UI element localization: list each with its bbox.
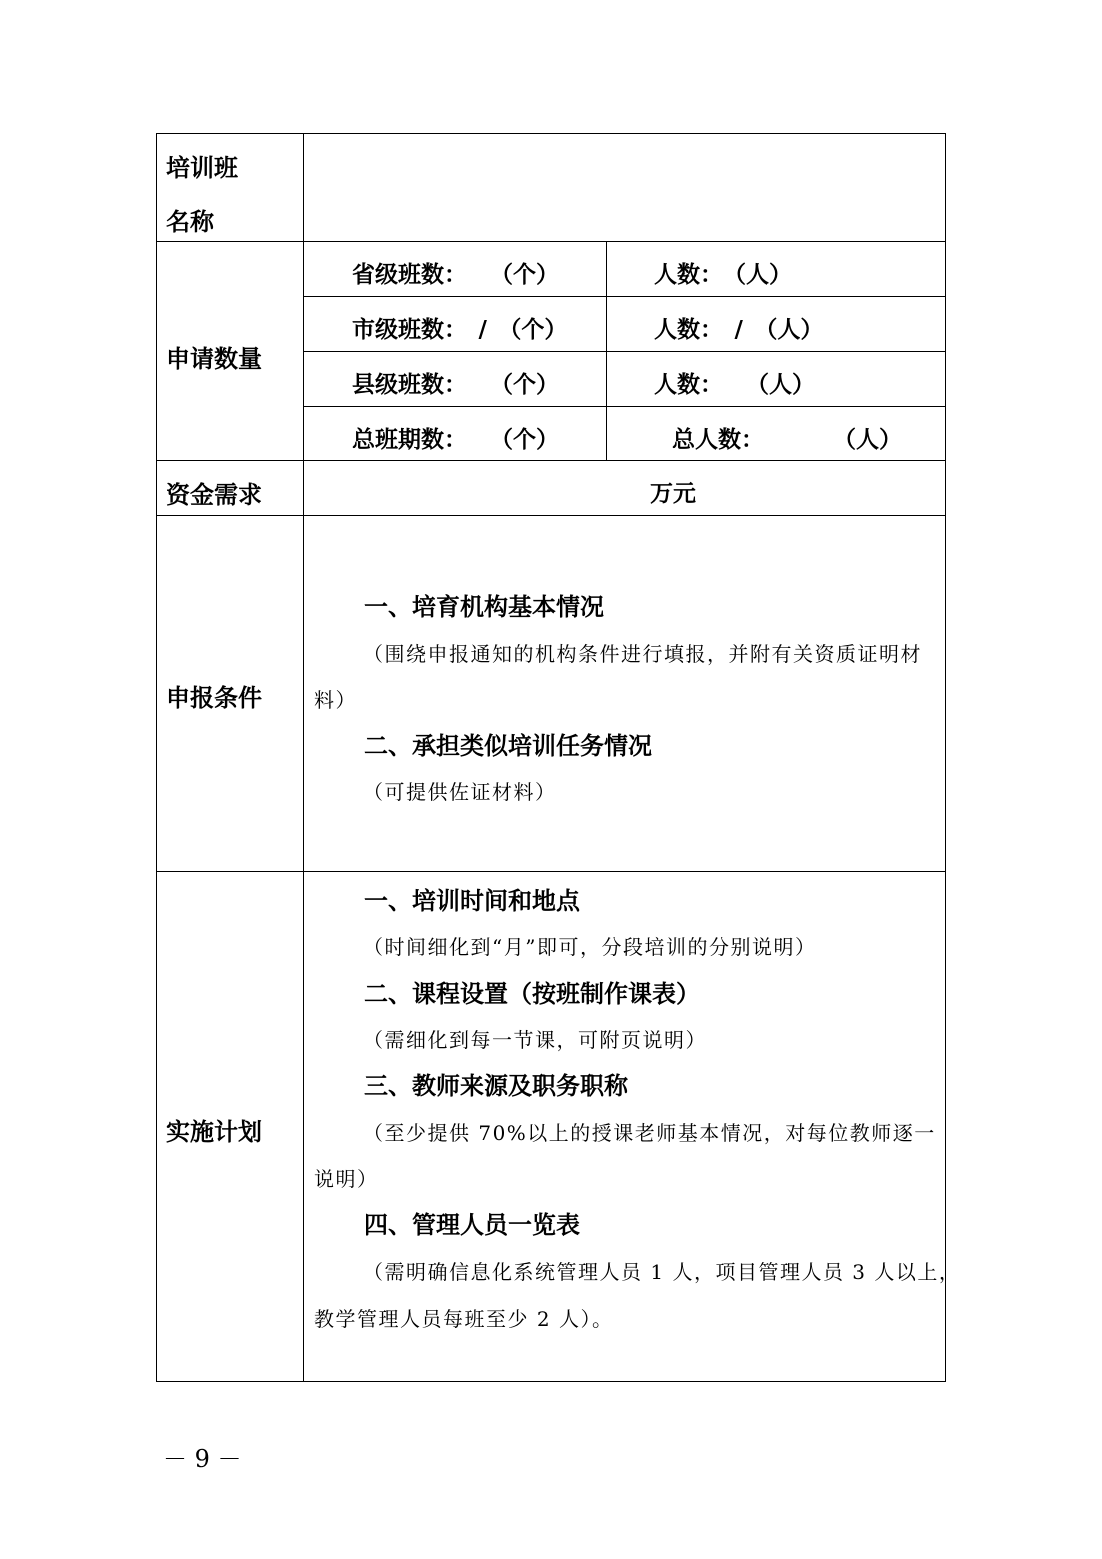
row-separator-name bbox=[156, 241, 946, 242]
table-border-right bbox=[945, 133, 946, 1382]
conditions-label: 申报条件 bbox=[166, 684, 262, 712]
plan-note-2: （需细化到每一节课，可附页说明） bbox=[363, 1028, 707, 1052]
plan-heading-4: 四、管理人员一览表 bbox=[364, 1211, 580, 1239]
class-name-value-cell[interactable] bbox=[304, 134, 945, 241]
application-form-table bbox=[156, 133, 961, 1382]
row-separator-quantity bbox=[156, 460, 946, 461]
funding-value-field[interactable]: 万元 bbox=[650, 481, 696, 507]
page-number: － 9 － bbox=[163, 1445, 242, 1473]
table-border-left bbox=[156, 133, 157, 1382]
quantity-subrow-line-2 bbox=[303, 351, 946, 352]
city-classes-field[interactable]: 市级班数： / （个） bbox=[352, 317, 568, 343]
quantity-subrow-line-3 bbox=[303, 406, 946, 407]
table-border-bottom bbox=[156, 1381, 946, 1382]
quantity-subrow-line-1 bbox=[303, 296, 946, 297]
funding-label: 资金需求 bbox=[166, 481, 262, 509]
plan-note-4-line1: （需明确信息化系统管理人员 1 人，项目管理人员 3 人以上， bbox=[363, 1260, 961, 1284]
label-column-divider bbox=[303, 133, 304, 1382]
class-name-label-line1: 培训班 bbox=[166, 154, 238, 182]
row-separator-funding bbox=[156, 515, 946, 516]
plan-note-3-line1: （至少提供 70%以上的授课老师基本情况，对每位教师逐一 bbox=[363, 1121, 936, 1145]
conditions-note-1-line2: 料） bbox=[314, 688, 357, 712]
conditions-note-1-line1: （围绕申报通知的机构条件进行填报，并附有关资质证明材 bbox=[363, 642, 922, 666]
plan-note-1: （时间细化到“月”即可，分段培训的分别说明） bbox=[363, 935, 817, 959]
plan-note-4-line2: 教学管理人员每班至少 2 人）。 bbox=[314, 1307, 614, 1331]
plan-heading-3: 三、教师来源及职务职称 bbox=[364, 1072, 628, 1100]
plan-heading-1: 一、培训时间和地点 bbox=[364, 887, 580, 915]
quantity-column-divider bbox=[606, 241, 607, 460]
total-people-field[interactable]: 总人数： （人） bbox=[672, 427, 902, 453]
row-separator-conditions bbox=[156, 871, 946, 872]
plan-heading-2: 二、课程设置（按班制作课表） bbox=[364, 980, 700, 1008]
province-people-field[interactable]: 人数： （人） bbox=[654, 262, 792, 288]
total-classes-field[interactable]: 总班期数： （个） bbox=[352, 427, 559, 453]
conditions-heading-1: 一、培育机构基本情况 bbox=[364, 593, 604, 621]
city-people-field[interactable]: 人数： / （人） bbox=[654, 317, 824, 343]
plan-note-3-line2: 说明） bbox=[314, 1167, 379, 1191]
province-classes-field[interactable]: 省级班数： （个） bbox=[352, 262, 559, 288]
conditions-note-2: （可提供佐证材料） bbox=[363, 780, 557, 804]
class-name-label-line2: 名称 bbox=[166, 208, 214, 236]
county-classes-field[interactable]: 县级班数： （个） bbox=[352, 372, 559, 398]
county-people-field[interactable]: 人数： （人） bbox=[654, 372, 815, 398]
quantity-label: 申请数量 bbox=[166, 345, 262, 373]
plan-label: 实施计划 bbox=[166, 1118, 262, 1146]
conditions-heading-2: 二、承担类似培训任务情况 bbox=[364, 732, 652, 760]
